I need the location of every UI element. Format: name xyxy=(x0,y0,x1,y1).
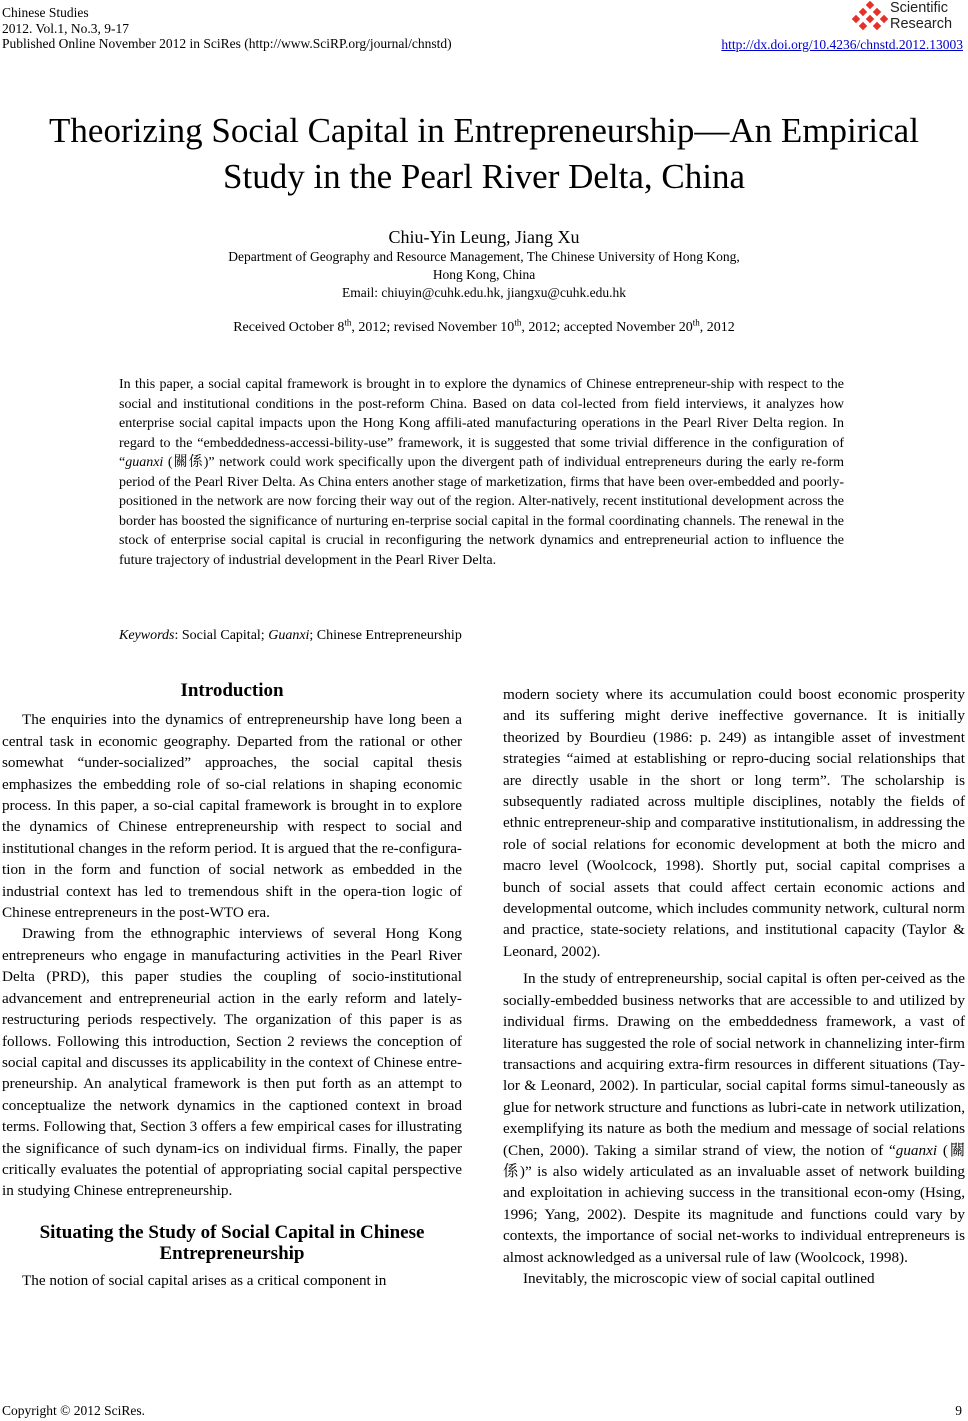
page-number: 9 xyxy=(955,1403,962,1418)
journal-name: Chinese Studies xyxy=(2,5,89,20)
running-header xyxy=(2,5,452,52)
abstract: In this paper, a social capital framework is brought in to explore the dynamics of Chinese entrepreneur-ship with respect to the social and institutional conditions in the post-reform China. Based on data col-lected from field interviews, it analyzes how enterprise social capital impacts upon the Hong Kong affili-ated manufacturing operations in the Pearl River Delta region. In regard to the “embeddedness-accessi-bility-use” framework, it is suggested that some trivial difference in the configuration of “guanxi (關係)” network could work specifically upon the divergent path of individual entrepreneurs during the early re-form period of the Pearl River Delta. As China enters another stage of marketization, firms that have been over-embedded and poorly-positioned in the network are now forcing their way out of the region. Alter-natively, recent institutional development across the border has boosted the significance of nurturing en-terprise social capital in the formal coordinating channels. The renewal in the stock of enterprise social capital is crucial in reconfiguring the network dynamics and entrepreneurial action to influence the future trajectory of industrial development in the Pearl River Delta. xyxy=(119,377,844,568)
section-heading-introduction: Introduction xyxy=(180,680,284,701)
paragraph: The enquiries into the dynamics of entrepreneurship have long been a central task in economic geography. Departed from the rational or other somewhat “under-socialized” approaches, the social capital thesis emphasizes the embedding role of so-cial relations in shaping economic process. In this paper, a so-cial capital framework is brought in to explore the dynamics of Chinese entrepreneurship with respect to social and institutional changes in the reform period. It is argued that the re-configura-tion in the form and function of social network as embedded in the industrial context has led to tremendous shift in the opera-tion logic of Chinese entrepreneurs in the post-WTO era. xyxy=(2,711,462,922)
authors: Chiu-Yin Leung, Jiang Xu xyxy=(388,227,580,247)
keywords: Keywords: Social Capital; Guanxi; Chinese Entrepreneurship xyxy=(119,628,462,643)
paragraph: Drawing from the ethnographic interviews of several Hong Kong entrepreneurs who engage in manufacturing activities in the Pearl River Delta (PRD), this paper studies the coupling of socio-institutional advancement and entrepreneurial action in the early reform and lately-restructuring periods respectively. The organization of this paper is as follows. Following this introduction, Section 2 reviews the conception of social capital and discusses its applicability in the context of Chinese entre-preneurship. An analytical framework is then put forth as an attempt to conceptualize the network dynamics in the captioned context in broad terms. Following that, Section 3 offers a few empirical cases for illustrating the significance of such dynam-ics on individual firms. Finally, the paper critically evaluates the potential of appropriating social capital perspective in studying Chinese entrepreneurship. xyxy=(2,925,462,1200)
logo-text: Scientific Research xyxy=(890,0,953,32)
doi-link[interactable]: http://dx.doi.org/10.4236/chnstd.2012.13003 xyxy=(721,37,963,52)
left-column xyxy=(2,680,462,1291)
footer-copyright: Copyright © 2012 SciRes. xyxy=(2,1403,146,1418)
section-heading-situating: Situating the Study of Social Capital in Chinese Entrepreneurship xyxy=(39,1221,425,1264)
paragraph: Inevitably, the microscopic view of social capital outlined xyxy=(523,1269,875,1287)
paper-title: Theorizing Social Capital in Entrepreneurship—An Empirical Study in the Pearl River Delta, China xyxy=(49,111,919,196)
right-column xyxy=(503,684,965,1289)
paragraph: The notion of social capital arises as a critical component in xyxy=(22,1271,387,1289)
paragraph: In the study of entrepreneurship, social capital is often per-ceived as the socially-embedded business networks that are accessible to and utilized by individual firms. Drawing on the embeddedness framework, a vast of literature has suggested the role of social network in channelizing inter-firm transactions and acquiring extra-firm resources in different situations (Tay-lor & Leonard, 2002). In particular, social capital forms simul-taneously as glue for network structure and functions as lubri-cate in network utilization, exemplifying its nature as both the medium and message of social relations (Chen, 2000). Taking a similar strand of view, the notion of “guanxi (關係)” is also widely articulated as an invaluable asset of network building and exploitation in achieving success in the transitional econ-omy (Hsing, 1996; Yang, 2002). Despite its magnitude and functions could vary by contexts, the importance of social net-works to individual entrepreneurs is almost acknowledged as a universal rule of law (Woolcock, 1998). xyxy=(503,970,966,1266)
journal-volume: 2012. Vol.1, No.3, 9-17 xyxy=(2,20,130,36)
publication-info: Published Online November 2012 in SciRes (http://www.SciRP.org/journal/chnstd) xyxy=(2,36,452,51)
scientific-research-logo xyxy=(852,0,962,36)
author-email: Email: chiuyin@cuhk.edu.hk, jiangxu@cuhk.edu.hk xyxy=(342,285,626,300)
affiliation: Department of Geography and Resource Management, The Chinese University of Hong Kong, Hong Kong, China Email: chiuyin@cuhk.edu.hk, jiangxu@cuhk.edu.hk xyxy=(0,248,968,302)
paragraph: modern society where its accumulation could boost economic prosperity and its suffering might derive ineffective governance. It is initially theorized by Bourdieu (1986: p. 249) as intangible asset of investment strategies “aimed at establishing or repro-ducing social relationships that are directly usable in the short or long term”. The scholarship is subsequently radiated across multiple disciplines, notably the fields of ethnic entrepreneur-ship and comparative institutionalism, in addressing the role of social relations for economic development at both the micro and macro level (Woolcock, 1998). Shortly put, social capital comprises a bunch of social assets that could affect certain economic actions and developmental outcome, which includes community network, cultural norm and practice, state-society relations, and institutional capacity (Taylor & Leonard, 2002). xyxy=(503,686,965,960)
logo-diamond-icon xyxy=(852,1,888,35)
received-dates: Received October 8th, 2012; revised November 10th, 2012; accepted November 20th, 2012 xyxy=(233,317,735,335)
